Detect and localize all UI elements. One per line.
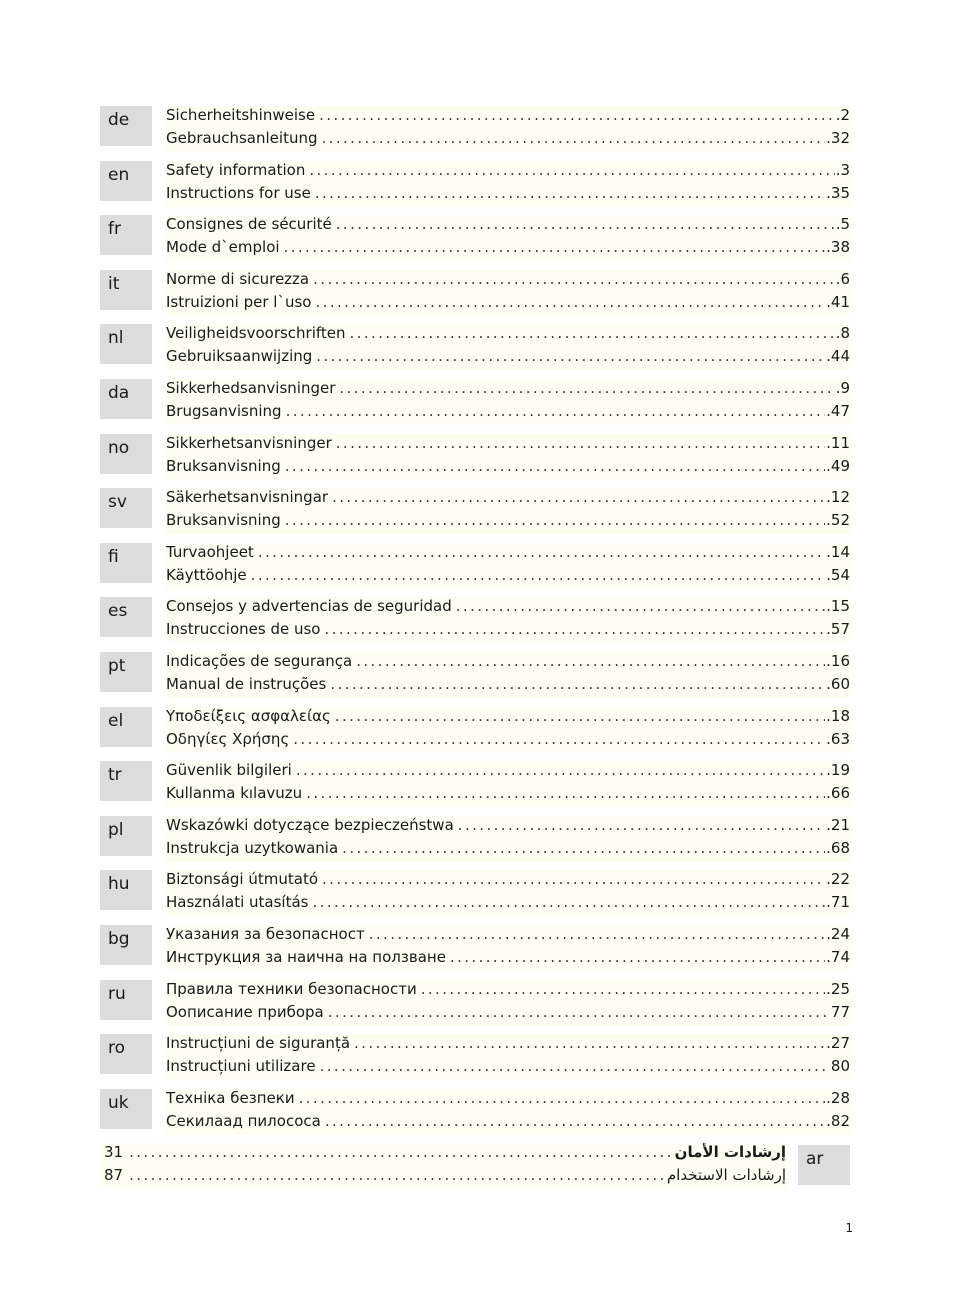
leader-dots [350,324,835,342]
toc-line[interactable] [166,730,850,753]
leader-dots [284,238,826,256]
toc-title: Указания за безопасност [166,924,365,943]
leader-dots [421,980,825,998]
entry-lines [166,925,850,971]
toc-page: .52 [826,511,850,530]
toc-line[interactable] [166,1112,850,1135]
leader-dots [458,816,825,834]
toc-page: .63 [826,729,850,748]
leader-dots [335,707,825,725]
leader-dots [339,379,834,397]
toc-entry-fr [100,213,850,268]
toc-line[interactable] [100,1143,786,1166]
toc-line[interactable] [166,106,850,129]
leader-dots [342,839,825,857]
toc-page: .11 [826,433,850,452]
toc-page: .32 [826,129,850,147]
toc-title: Consejos y advertencias de seguridad [166,597,452,616]
toc-entry-uk [100,1087,850,1142]
toc-line[interactable] [166,293,850,316]
toc-title: Használati utasítás [166,893,309,912]
toc-page: .71 [826,893,850,912]
toc-title: Инструкция за наична на ползване [166,947,446,966]
leader-dots [285,457,825,475]
toc-page: .44 [826,347,850,366]
toc-line[interactable] [100,1166,786,1189]
entry-lines [166,270,850,316]
toc-page: .38 [826,238,850,257]
toc-page: .25 [826,979,850,998]
leader-dots [325,1112,825,1130]
toc-title: Оописание прибора [166,1002,324,1021]
toc-title: إرشادات الاستخدام [666,1166,786,1185]
toc-title: Safety information [166,160,306,179]
toc-title: Indicações de segurança [166,651,353,670]
toc-title: Οδηγίες Χρήσης [166,729,290,748]
toc-line[interactable] [166,784,850,807]
toc-page: .14 [826,542,850,561]
toc-page: .35 [826,183,850,202]
toc-title: Правила техники безопасности [166,979,417,998]
language-code: el [100,707,152,747]
toc-title: Gebruiksaanwijzing [166,347,313,366]
toc-line[interactable] [166,816,850,839]
language-code: fi [100,543,152,583]
language-code: de [100,106,152,146]
toc-page: 31 [104,1143,124,1162]
language-code: bg [100,925,152,965]
language-code: no [100,434,152,474]
toc-title: Käyttöohje [166,565,247,584]
toc-title: Mode d`emploi [166,238,280,257]
toc-line[interactable] [166,620,850,643]
toc-title: Veiligheidsvoorschriften [166,324,346,343]
toc-line[interactable] [166,1057,850,1080]
language-code: pl [100,816,152,856]
toc-title: Υποδείξεις ασφαλείας [166,706,331,725]
toc-line[interactable] [166,238,850,261]
toc-page: 87 [104,1166,124,1185]
leader-dots [129,1143,671,1161]
toc-line[interactable] [166,948,850,971]
entry-lines [100,1143,786,1189]
toc-title: Sikkerhedsanvisninger [166,378,336,397]
language-code: es [100,597,152,637]
toc-page: .8 [835,324,850,343]
toc-line[interactable] [166,161,850,184]
toc-line[interactable] [166,402,850,425]
toc-entry-no [100,432,850,487]
toc-entry-nl [100,322,850,377]
entry-lines [166,379,850,425]
language-code: sv [100,488,152,528]
toc-title: Manual de instruções [166,674,327,693]
table-of-contents [100,104,850,1201]
toc-page: .74 [826,947,850,966]
language-code: nl [100,324,152,364]
toc-entry-ar [100,1143,850,1201]
language-code: hu [100,870,152,910]
toc-page: .47 [826,401,850,420]
toc-page: .60 [826,674,850,693]
toc-page: .24 [826,924,850,943]
toc-title: Sicherheitshinweise [166,106,316,124]
page-number: 1 [845,1221,853,1235]
leader-dots [320,1057,830,1075]
toc-line[interactable] [166,184,850,207]
toc-line[interactable] [166,839,850,862]
toc-title: Instrucciones de uso [166,620,321,639]
toc-entry-it [100,268,850,323]
entry-lines [166,980,850,1026]
toc-title: Güvenlik bilgileri [166,761,292,780]
entry-lines [166,1034,850,1080]
toc-entry-tr [100,759,850,814]
toc-line[interactable] [166,566,850,589]
leader-dots [286,402,826,420]
toc-page: .2 [835,106,850,124]
toc-line[interactable] [166,488,850,511]
leader-dots [309,161,834,179]
toc-title: Instrucțiuni utilizare [166,1057,316,1076]
toc-line[interactable] [166,707,850,730]
toc-title: Instrucțiuni de siguranță [166,1034,351,1053]
toc-entry-da [100,377,850,432]
entry-lines [166,870,850,916]
toc-entry-pt [100,650,850,705]
toc-line[interactable] [166,1089,850,1112]
leader-dots [330,675,825,693]
toc-page: .54 [826,565,850,584]
toc-entry-bg [100,923,850,978]
entry-lines [166,434,850,480]
language-code: ro [100,1034,152,1074]
language-code: it [100,270,152,310]
leader-dots [336,215,835,233]
language-code: tr [100,761,152,801]
leader-dots [258,543,825,561]
toc-entry-hu [100,868,850,923]
leader-dots [336,434,825,452]
entry-lines [166,597,850,643]
leader-dots [299,1089,826,1107]
leader-dots [322,870,825,888]
toc-line[interactable] [166,761,850,784]
toc-page: .57 [826,620,850,639]
language-code: da [100,379,152,419]
toc-page: .16 [826,651,850,670]
entry-lines [166,488,850,534]
leader-dots [315,184,825,202]
leader-dots [129,1166,663,1184]
toc-title: Norme di sicurezza [166,269,310,288]
toc-title: Instructions for use [166,183,311,202]
toc-title: Biztonsági útmutató [166,870,318,889]
toc-line[interactable] [166,129,850,152]
toc-line[interactable] [166,347,850,370]
leader-dots [332,488,825,506]
toc-page: .49 [826,456,850,475]
toc-line[interactable] [166,1034,850,1057]
entry-lines [166,215,850,261]
entry-lines [166,543,850,589]
leader-dots [450,948,825,966]
toc-title: Секилаад пилососа [166,1111,321,1130]
toc-page: 80 [830,1057,850,1076]
entry-lines [166,816,850,862]
toc-title: Техніка безпеки [166,1088,295,1107]
toc-page: .9 [835,378,850,397]
entry-lines [166,707,850,753]
leader-dots [285,511,825,529]
toc-page: .28 [826,1088,850,1107]
toc-page: .66 [826,784,850,803]
toc-title: Kullanma kılavuzu [166,784,303,803]
toc-page: .6 [835,269,850,288]
toc-line[interactable] [166,652,850,675]
toc-page: .18 [826,706,850,725]
language-code: ru [100,980,152,1020]
entry-lines [166,1089,850,1135]
toc-line[interactable] [166,434,850,457]
toc-entry-pl [100,814,850,869]
toc-title: Istruizioni per l`uso [166,292,312,311]
toc-page: 77 [830,1002,850,1021]
toc-page: .15 [826,597,850,616]
leader-dots [369,925,825,943]
toc-line[interactable] [166,1003,850,1026]
entry-lines [166,161,850,207]
toc-page: .41 [826,292,850,311]
toc-line[interactable] [166,457,850,480]
leader-dots [319,106,835,124]
toc-title: إرشادات الأمان [674,1143,786,1162]
leader-dots [356,652,825,670]
leader-dots [313,893,826,911]
toc-line[interactable] [166,324,850,347]
toc-page: .22 [826,870,850,889]
toc-entry-de [100,104,850,159]
toc-title: Consignes de sécurité [166,215,332,234]
toc-entry-fi [100,541,850,596]
leader-dots [456,597,825,615]
toc-line[interactable] [166,925,850,948]
toc-line[interactable] [166,597,850,620]
toc-entry-el [100,705,850,760]
toc-line[interactable] [166,980,850,1003]
toc-page: .5 [835,215,850,234]
toc-entry-sv [100,486,850,541]
toc-page: .19 [826,761,850,780]
leader-dots [251,566,825,584]
toc-line[interactable] [166,270,850,293]
toc-entry-es [100,595,850,650]
entry-lines [166,106,850,152]
toc-title: Gebrauchsanleitung [166,129,318,147]
language-code: pt [100,652,152,692]
toc-page: .21 [826,815,850,834]
toc-title: Bruksanvisning [166,511,281,530]
toc-page: .3 [835,160,850,179]
toc-entry-en [100,159,850,214]
toc-line[interactable] [166,675,850,698]
entry-lines [166,761,850,807]
leader-dots [322,129,826,147]
leader-dots [315,293,825,311]
toc-line[interactable] [166,870,850,893]
toc-title: Instrukcja uzytkowania [166,838,339,857]
leader-dots [328,1003,830,1021]
toc-page: .12 [826,488,850,507]
toc-line[interactable] [166,215,850,238]
toc-line[interactable] [166,893,850,916]
toc-title: Bruksanvisning [166,456,281,475]
toc-title: Säkerhetsanvisningar [166,488,329,507]
language-code: en [100,161,152,201]
leader-dots [293,730,825,748]
leader-dots [313,270,835,288]
toc-page: .27 [826,1034,850,1053]
leader-dots [306,784,825,802]
toc-entry-ro [100,1032,850,1087]
toc-title: Sikkerhetsanvisninger [166,433,332,452]
entry-lines [166,324,850,370]
leader-dots [316,347,825,365]
toc-page: .82 [826,1111,850,1130]
toc-entry-ru [100,978,850,1033]
language-code: fr [100,215,152,255]
toc-page: .68 [826,838,850,857]
leader-dots [296,761,825,779]
language-code: uk [100,1089,152,1129]
toc-title: Brugsanvisning [166,401,282,420]
entry-lines [166,652,850,698]
leader-dots [324,620,825,638]
toc-line[interactable] [166,511,850,534]
leader-dots [354,1034,825,1052]
toc-title: Wskazówki dotyczące bezpieczeństwa [166,815,454,834]
language-code: ar [798,1145,850,1185]
toc-title: Turvaohjeet [166,542,254,561]
toc-line[interactable] [166,543,850,566]
toc-line[interactable] [166,379,850,402]
